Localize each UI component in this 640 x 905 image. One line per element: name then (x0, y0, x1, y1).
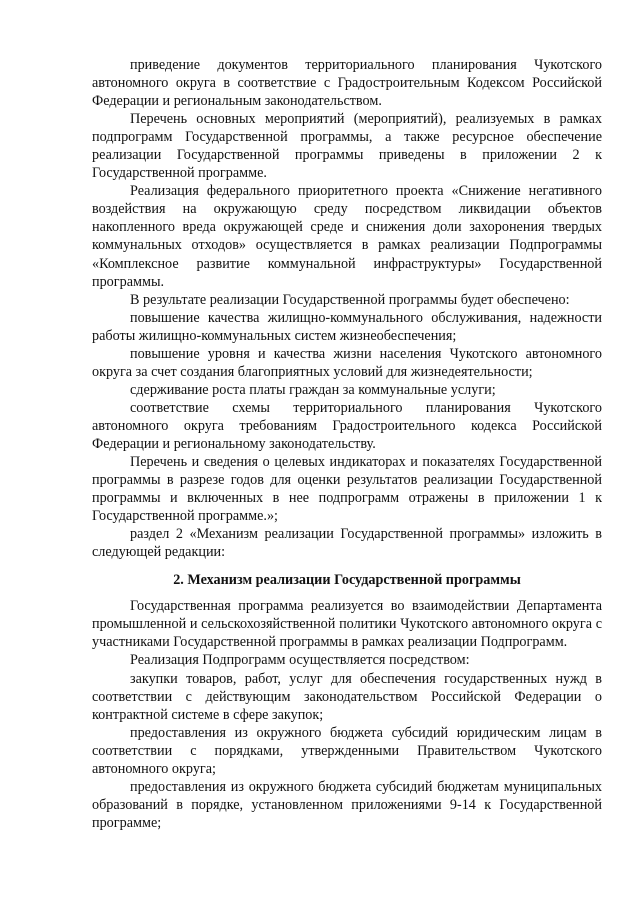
paragraph-15: предоставления из окружного бюджета субсидий бюджетам муниципальных образований в порядке, установленном приложениями 9-14 к Государственной программе; (92, 778, 602, 831)
paragraph-9: Перечень и сведения о целевых индикаторах и показателях Государственной программы в разрезе годов для оценки результатов реализации Государственной программы и включенных в нее подпрограмм отражены в приложении 1 к Государственной программе.»; (92, 454, 602, 525)
paragraph-4: В результате реализации Государственной программы будет обеспечено: (130, 291, 570, 308)
paragraph-6: повышение уровня и качества жизни населения Чукотского автономного округа за счет создания благоприятных условий для жизнедеятельности; (92, 345, 602, 380)
paragraph-8: соответствие схемы территориального планирования Чукотского автономного округа требованиям Градостроительного кодекса Российской Федерации и региональному законодательству. (92, 399, 602, 452)
paragraph-13: закупки товаров, работ, услуг для обеспечения государственных нужд в соответствии с действующим законодательством Российской Федерации о контрактной системе в сфере закупок; (92, 670, 602, 723)
paragraph-3: Реализация федерального приоритетного проекта «Снижение негативного воздействия на окружающую среду посредством ликвидации объектов накопленного вреда окружающей среде и снижения доли захоронения твердых коммунальных отходов» осуществляется в рамках реализации Подпрограммы «Комплексное развитие коммунальной инфраструктуры» Государственной программы. (92, 183, 602, 290)
paragraph-14: предоставления из окружного бюджета субсидий юридическим лицам в соответствии с порядками, утвержденными Правительством Чукотского автономного округа; (92, 724, 602, 777)
paragraph-2: Перечень основных мероприятий (мероприятий), реализуемых в рамках подпрограмм Государственной программы, а также ресурсное обеспечение реализации Государственной программы приведены в приложении 2 к Государственной программе. (92, 111, 602, 182)
paragraph-1: приведение документов территориального планирования Чукотского автономного округа в соответствие с Градостроительным Кодексом Российской Федерации и региональным законодательством. (92, 57, 602, 110)
paragraph-12: Реализация Подпрограмм осуществляется посредством: (130, 652, 470, 669)
paragraph-10: раздел 2 «Механизм реализации Государственной программы» изложить в следующей редакции: (92, 526, 602, 561)
document-page (92, 56, 602, 832)
section-heading: 2. Механизм реализации Государственной программы (173, 572, 521, 589)
paragraph-7: сдерживание роста платы граждан за коммунальные услуги; (130, 381, 496, 398)
paragraph-5: повышение качества жилищно-коммунального обслуживания, надежности работы жилищно-коммунальных систем жизнеобеспечения; (92, 309, 602, 344)
paragraph-11: Государственная программа реализуется во взаимодействии Департамента промышленной и сельскохозяйственной политики Чукотского автономного округа с участниками Государственной программы в рамках реализации Подпрограмм. (92, 598, 602, 651)
